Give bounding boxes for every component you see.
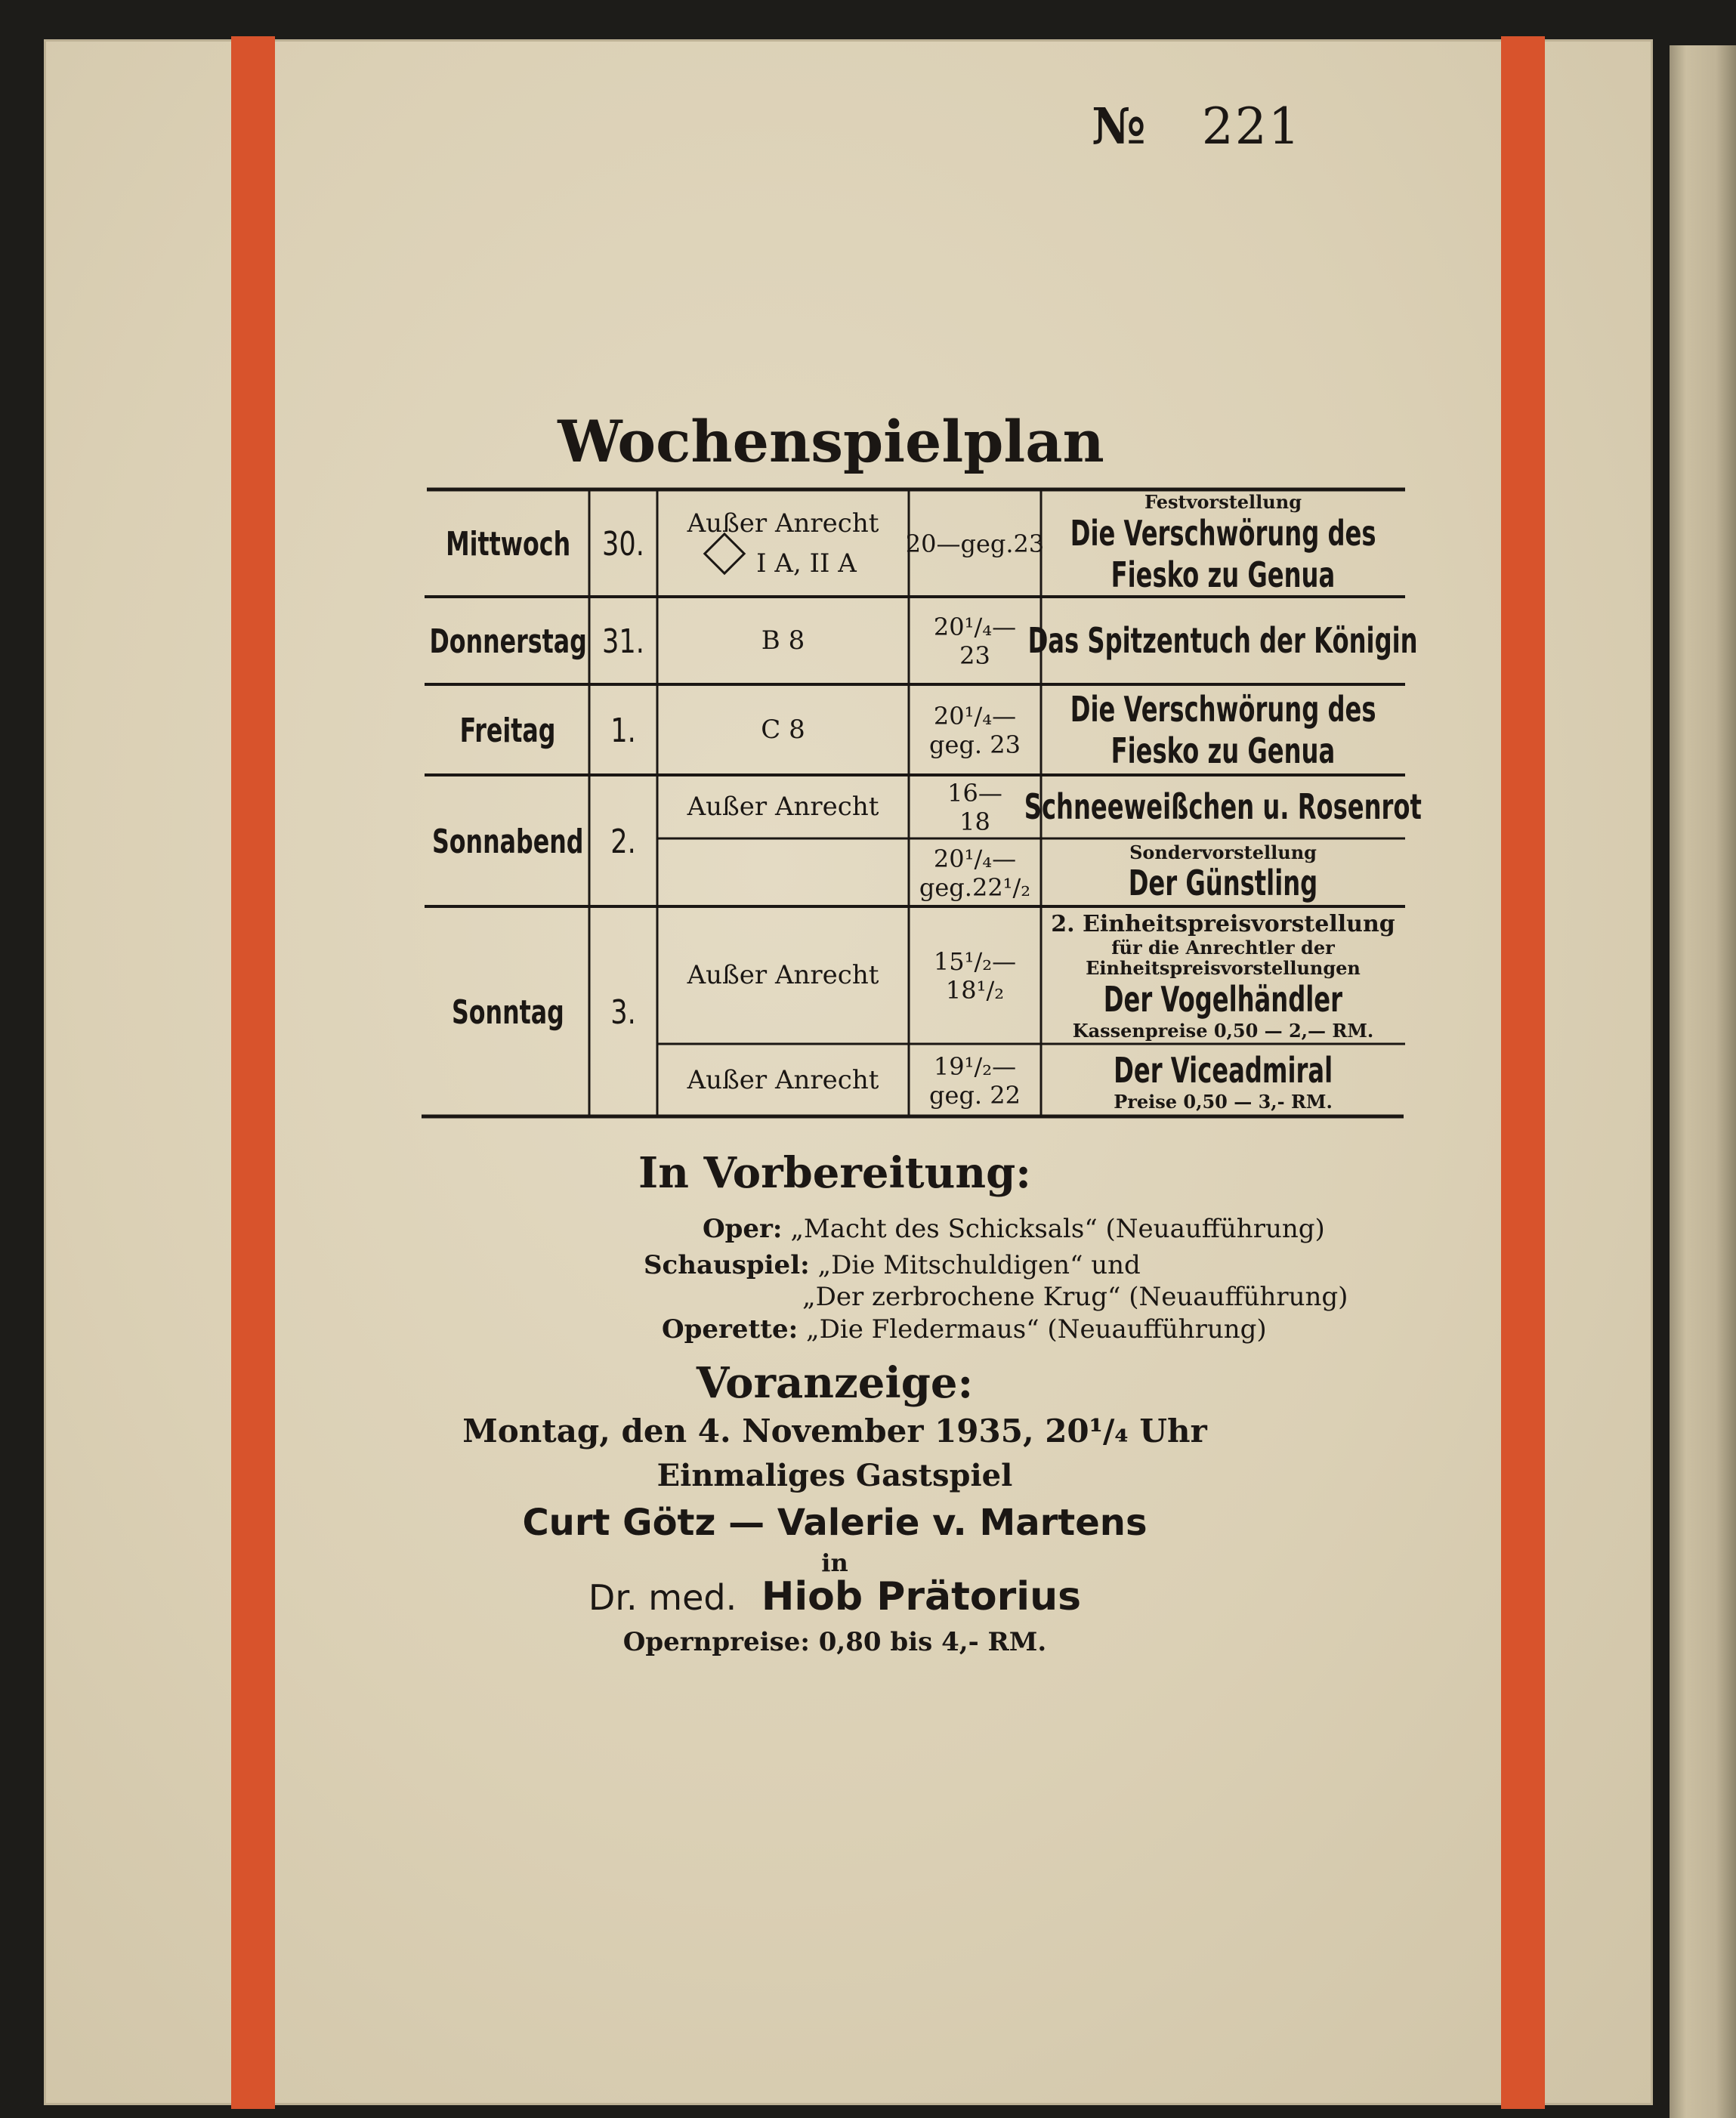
play-sonnabend-1: Schneeweißchen u. Rosenrot <box>1024 786 1422 828</box>
date-sonntag: 3. <box>610 993 636 1032</box>
abo-freitag: C 8 <box>761 715 805 746</box>
prep-item-schauspiel-2: „Der zerbrochene Krug“ (Neuaufführung) <box>802 1282 1348 1312</box>
play-freitag: Die Verschwörung des Fiesko zu Genua <box>1070 688 1376 771</box>
time-sonntag-2: 19¹/₂— geg. 22 <box>929 1051 1021 1110</box>
time-sonnabend-1: 16— 18 <box>947 778 1002 836</box>
announcement-play <box>348 1574 1322 1619</box>
announcement-in: in <box>821 1548 848 1577</box>
play-sonntag-1: 2. Einheitspreisvorstellung für die Anrechtler der Einheitspreisvorstellungen Der Vogelhändler Kassenpreise 0,50 — 2,— RM. <box>1051 910 1395 1042</box>
play-prefix: Dr. med. <box>588 1577 737 1618</box>
prep-item-schauspiel: Schauspiel: „Die Mitschuldigen“ und <box>644 1250 1141 1280</box>
play-sonnabend-2: Sondervorstellung Der Günstling <box>1128 841 1318 904</box>
announcement-prices: Opernpreise: 0,80 bis 4,- RM. <box>622 1627 1047 1657</box>
prep-item-operette: Operette: „Die Fledermaus“ (Neuaufführung) <box>662 1314 1267 1345</box>
play-mittwoch: Festvorstellung Die Verschwörung des Fiesko zu Genua <box>1070 491 1376 595</box>
announcement-subtitle: Einmaliges Gastspiel <box>656 1458 1013 1493</box>
play-name: Hiob Prätorius <box>761 1574 1082 1619</box>
abo-sonnabend-1: Außer Anrecht <box>687 792 879 823</box>
time-sonnabend-2: 20¹/₄— geg.22¹/₂ <box>919 844 1031 902</box>
play-sonntag-2: Der Viceadmiral Preise 0,50 — 3,- RM. <box>1114 1049 1333 1113</box>
abo-sonntag-2: Außer Anrecht <box>687 1065 879 1096</box>
time-mittwoch: 20—geg.23 <box>905 529 1045 558</box>
abo-sonntag-1: Außer Anrecht <box>687 960 879 991</box>
day-freitag: Freitag <box>460 711 556 750</box>
preparation-heading: In Vorbereitung: <box>638 1148 1031 1198</box>
abo-donnerstag: B 8 <box>761 625 805 656</box>
time-freitag: 20¹/₄— geg. 23 <box>929 701 1021 759</box>
announcement-heading: Voranzeige: <box>696 1358 974 1408</box>
announcement-performers: Curt Götz — Valerie v. Martens <box>522 1502 1148 1544</box>
day-sonntag: Sonntag <box>452 993 564 1032</box>
number-sign: № <box>1092 97 1148 156</box>
day-sonnabend: Sonnabend <box>432 822 584 861</box>
page-number-value: 221 <box>1201 97 1302 156</box>
time-sonntag-1: 15¹/₂— 18¹/₂ <box>933 946 1017 1005</box>
prep-item-oper: Oper: „Macht des Schicksals“ (Neuaufführung) <box>703 1214 1325 1244</box>
date-sonnabend: 2. <box>610 822 636 861</box>
play-donnerstag: Das Spitzentuch der Königin <box>1027 620 1419 662</box>
time-donnerstag: 20¹/₄— 23 <box>933 612 1017 670</box>
announcement-date: Montag, den 4. November 1935, 20¹/₄ Uhr <box>462 1413 1207 1450</box>
schedule-title: Wochenspielplan <box>558 408 1104 475</box>
date-freitag: 1. <box>610 711 636 750</box>
day-mittwoch: Mittwoch <box>445 524 571 563</box>
date-donnerstag: 31. <box>601 622 644 661</box>
day-donnerstag: Donnerstag <box>429 622 587 661</box>
abo-mittwoch: Außer Anrecht I A, II A <box>687 508 879 579</box>
date-mittwoch: 30. <box>601 524 644 563</box>
